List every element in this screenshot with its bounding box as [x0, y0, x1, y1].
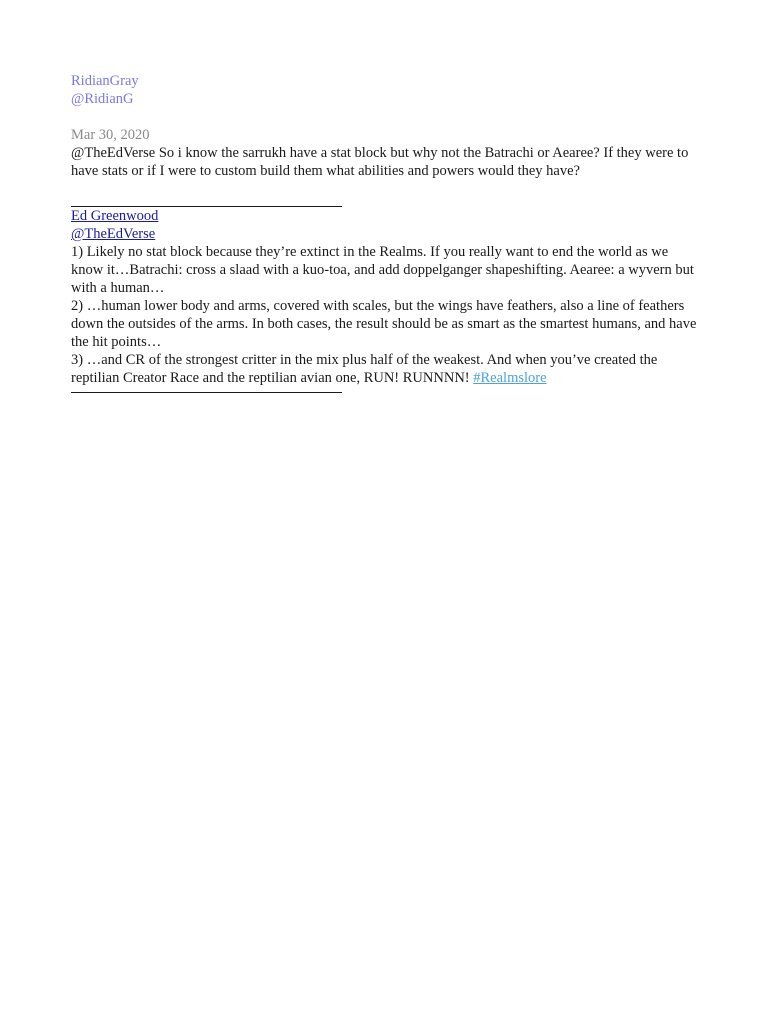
divider-bottom [71, 392, 342, 393]
reply-author-name-link[interactable]: Ed Greenwood [71, 208, 159, 224]
tweet-date: Mar 30, 2020 [71, 127, 150, 143]
reply-paragraph-3-text: 3) …and CR of the strongest critter in the mix plus half of the weakest. And when you’ve created the reptilian Creator Race and the reptilian avian one, RUN! RUNNNN! [71, 352, 658, 386]
author-handle-link[interactable]: @RidianG [71, 91, 134, 107]
author-name-link[interactable]: RidianGray [71, 73, 139, 89]
reply-author-handle-link[interactable]: @TheEdVerse [71, 226, 156, 242]
reply-paragraph-2: 2) …human lower body and arms, covered with scales, but the wings have feathers, also a line of feathers down the outsides of the arms. In both cases, the result should be as smart as the smartest humans, and have the hit points… [71, 298, 697, 350]
reply-body [71, 243, 701, 387]
hashtag-link[interactable]: #Realmslore [473, 370, 547, 386]
reply-paragraph-3 [71, 351, 701, 387]
tweet-thread [0, 0, 701, 393]
reply-paragraph-1: 1) Likely no stat block because they’re extinct in the Realms. If you really want to end the world as we know it…Batrachi: cross a slaad with a kuo-toa, and add doppelganger shapeshifting. Aearee: a wyvern but with a human… [71, 244, 694, 296]
tweet-text: @TheEdVerse So i know the sarrukh have a stat block but why not the Batrachi or Aearee? If they were to have stats or if I were to custom build them what abilities and powers would they have? [71, 145, 689, 179]
